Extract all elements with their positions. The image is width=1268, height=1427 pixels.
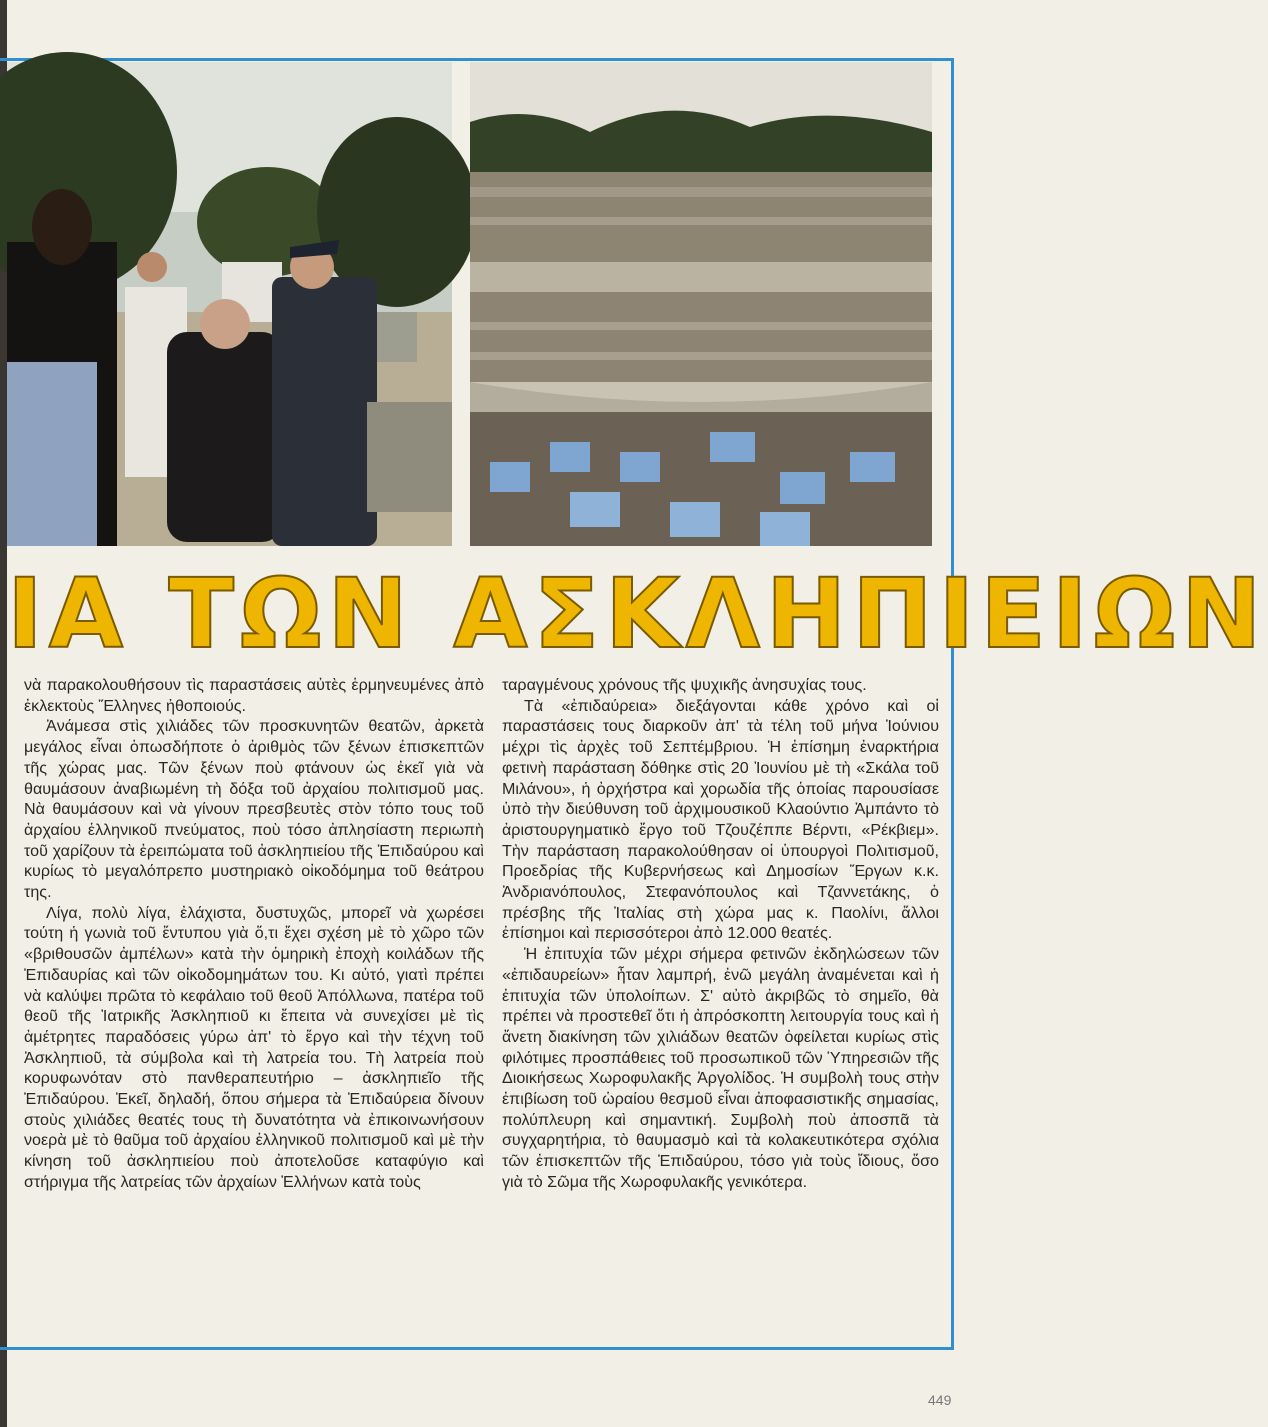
- article-right-column: [502, 675, 939, 1193]
- article-left-column: [24, 675, 484, 1193]
- paragraph: Λίγα, πολὺ λίγα, ἐλάχιστα, δυστυχῶς, μπορεῖ νὰ χωρέσει τούτη ἡ γωνιὰ τοῦ ἔντυπου γιὰ ὅ,τι ἔχει σχέση μὲ τὸ χῶρο τῶν «βριθουσῶν ἀμπέλων» κατὰ τὴν ὁμηρικὴ ἐποχὴ κοιλάδων τῆς Ἐπιδαυρίας καὶ τῶν οἰκοδομημάτων του. Κι αὐτό, γιατὶ πρέπει νὰ καλύψει πρῶτα τὸ κεφάλαιο τοῦ θεοῦ Ἀπόλλωνα, πατέρα τοῦ θεοῦ τῆς Ἰατρικῆς Ἀσκληπιοῦ κι ἔπειτα νὰ συνεχίσει μὲ τὶς ἀμέτρητες παραδόσεις γύρω ἀπ' τὸ ἔργο καὶ τὴν τέχνη τοῦ Ἀσκληπιοῦ, τὰ σύμβολα καὶ τὴ λατρεία του. Τὴ λατρεία ποὺ κορυφωνόταν στὸ πανθεραπευτήριο – ἀσκληπιεῖο τῆς Ἐπιδαύρου. Ἐκεῖ, δηλαδή, ὅπου σήμερα τὰ Ἐπιδαύρεια δίνουν στοὺς χιλιάδες θεατές τους τὴ δυνατότητα νὰ ἐπικοινωνήσουν νοερὰ μὲ τὸ θαῦμα τοῦ ἀρχαίου ἑλληνικοῦ πολιτισμοῦ καὶ μὲ τὴν κίνηση τοῦ ἀσκληπιείου ποὺ ἀποτελοῦσε καταφύγιο καὶ στήριγμα τῆς λατρείας τῶν ἀρχαίων Ἑλλήνων κατὰ τοὺς: [24, 903, 484, 1191]
- photo-gendarme-and-visitors: [7, 62, 452, 546]
- article-title: ΙΑ ΤΩΝ ΑΣΚΛΗΠΙΕΙΩΝ: [7, 558, 1268, 670]
- paragraph: Ἡ ἐπιτυχία τῶν μέχρι σήμερα φετινῶν ἐκδηλώσεων τῶν «ἐπιδαυρείων» ἦταν λαμπρή, ἐνῶ μεγάλη ἀναμένεται καὶ ἡ ἐπιτυχία τῶν ὑπολοίπων. Σ' αὐτὸ ἀκριβῶς τὸ σημεῖο, θὰ πρέπει νὰ προστεθεῖ ὅτι ἡ ἀπρόσκοπτη λειτουργία τους καὶ ἡ ἄνετη διακίνηση τῶν χιλιάδων θεατῶν ὀφείλεται κυρίως στὶς φιλότιμες προσπάθειες τοῦ προσωπικοῦ τῶν Ὑπηρεσιῶν τῆς Διοικήσεως Χωροφυλακῆς Ἀργολίδος. Ἡ συμβολὴ τους στὴν ἐπιβίωση τοῦ ὡραίου θεσμοῦ εἶναι ἀποφασιστικῆς σημασίας, πολύπλευρη καὶ σημαντική. Συμβολὴ ποὺ ἀποσπᾶ τὰ συγχαρητήρια, τὸ θαυμασμὸ καὶ τὰ κολακευτικότερα σχόλια τῶν ἐπισκεπτῶν τῆς Ἐπιδαύρου, τόσο γιὰ τοὺς ἴδιους, ὅσο γιὰ τὸ Σῶμα τῆς Χωροφυλακῆς γενικότερα.: [502, 945, 939, 1191]
- page-number: 449: [928, 1392, 952, 1408]
- paragraph: Ἀνάμεσα στὶς χιλιάδες τῶν προσκυνητῶν θεατῶν, ἀρκετὰ μεγάλος εἶναι ὁπωσδήποτε ὁ ἀριθμὸς τῶν ξένων ἐπισκεπτῶν τῆς χώρας μας. Τῶν ξένων ποὺ φτάνουν ὡς ἐκεῖ γιὰ νὰ θαυμάσουν ἀναβιωμένη τὴ δόξα τοῦ ἀρχαίου πολιτισμοῦ μας. Νὰ θαυμάσουν καὶ νὰ γίνουν πρεσβευτὲς στὸν τόπο τους τοῦ ἀρχαίου ἑλληνικοῦ πνεύματος, ποὺ τόσο ἀπλησίαστη περιωπὴ τοῦ χαρίζουν τὰ ἐρειπώματα τοῦ ἀσκληπιείου τῆς Ἐπιδαύρου καὶ κυρίως τὸ μεγαλόπρεπο μυστηριακὸ οἰκοδόμημα τοῦ θεάτρου της.: [24, 717, 484, 902]
- paragraph: ταραγμένους χρόνους τῆς ψυχικῆς ἀνησυχίας τους.: [502, 676, 867, 694]
- paragraph: Τὰ «ἐπιδαύρεια» διεξάγονται κάθε χρόνο καὶ οἱ παραστάσεις τους διαρκοῦν ἀπ' τὰ τέλη τοῦ μήνα Ἰούνιου μέχρι τὶς ἀρχὲς τοῦ Σεπτέμβριου. Ἡ ἐπίσημη ἐναρκτήρια φετινὴ παράσταση δόθηκε στὶς 20 Ἰουνίου μὲ τὴ «Σκάλα τοῦ Μιλάνου», ἡ ὀρχήστρα καὶ χορωδία τῆς ὁποίας παρουσίασε ὑπὸ τὴν διεύθυνση τοῦ ἀρχιμουσικοῦ Κλαούντιο Ἀμπάντο τὸ ἀριστουργηματικὸ ἔργο τοῦ Τζουζέππε Βέρντι, «Ρέκβιεμ». Τὴν παράσταση παρακολούθησαν οἱ ὑπουργοὶ Πολιτισμοῦ, Προεδρίας τῆς Κυβερνήσεως καὶ Δημοσίων Ἔργων κ.κ. Ἀνδριανόπουλος, Στεφανόπουλος καὶ Τζαννετάκης, ὁ πρέσβης τῆς Ἰταλίας στὴ χώρα μας κ. Παολίνι, ἄλλοι ἐπίσημοι καὶ περισσότεροι ἀπὸ 12.000 θεατές.: [502, 696, 939, 943]
- photo-epidaurus-theatre: [470, 62, 932, 546]
- paragraph: νὰ παρακολουθήσουν τὶς παραστάσεις αὐτὲς ἑρμηνευμένες ἀπὸ ἐκλεκτοὺς Ἕλληνες ἠθοποιούς.: [24, 676, 484, 715]
